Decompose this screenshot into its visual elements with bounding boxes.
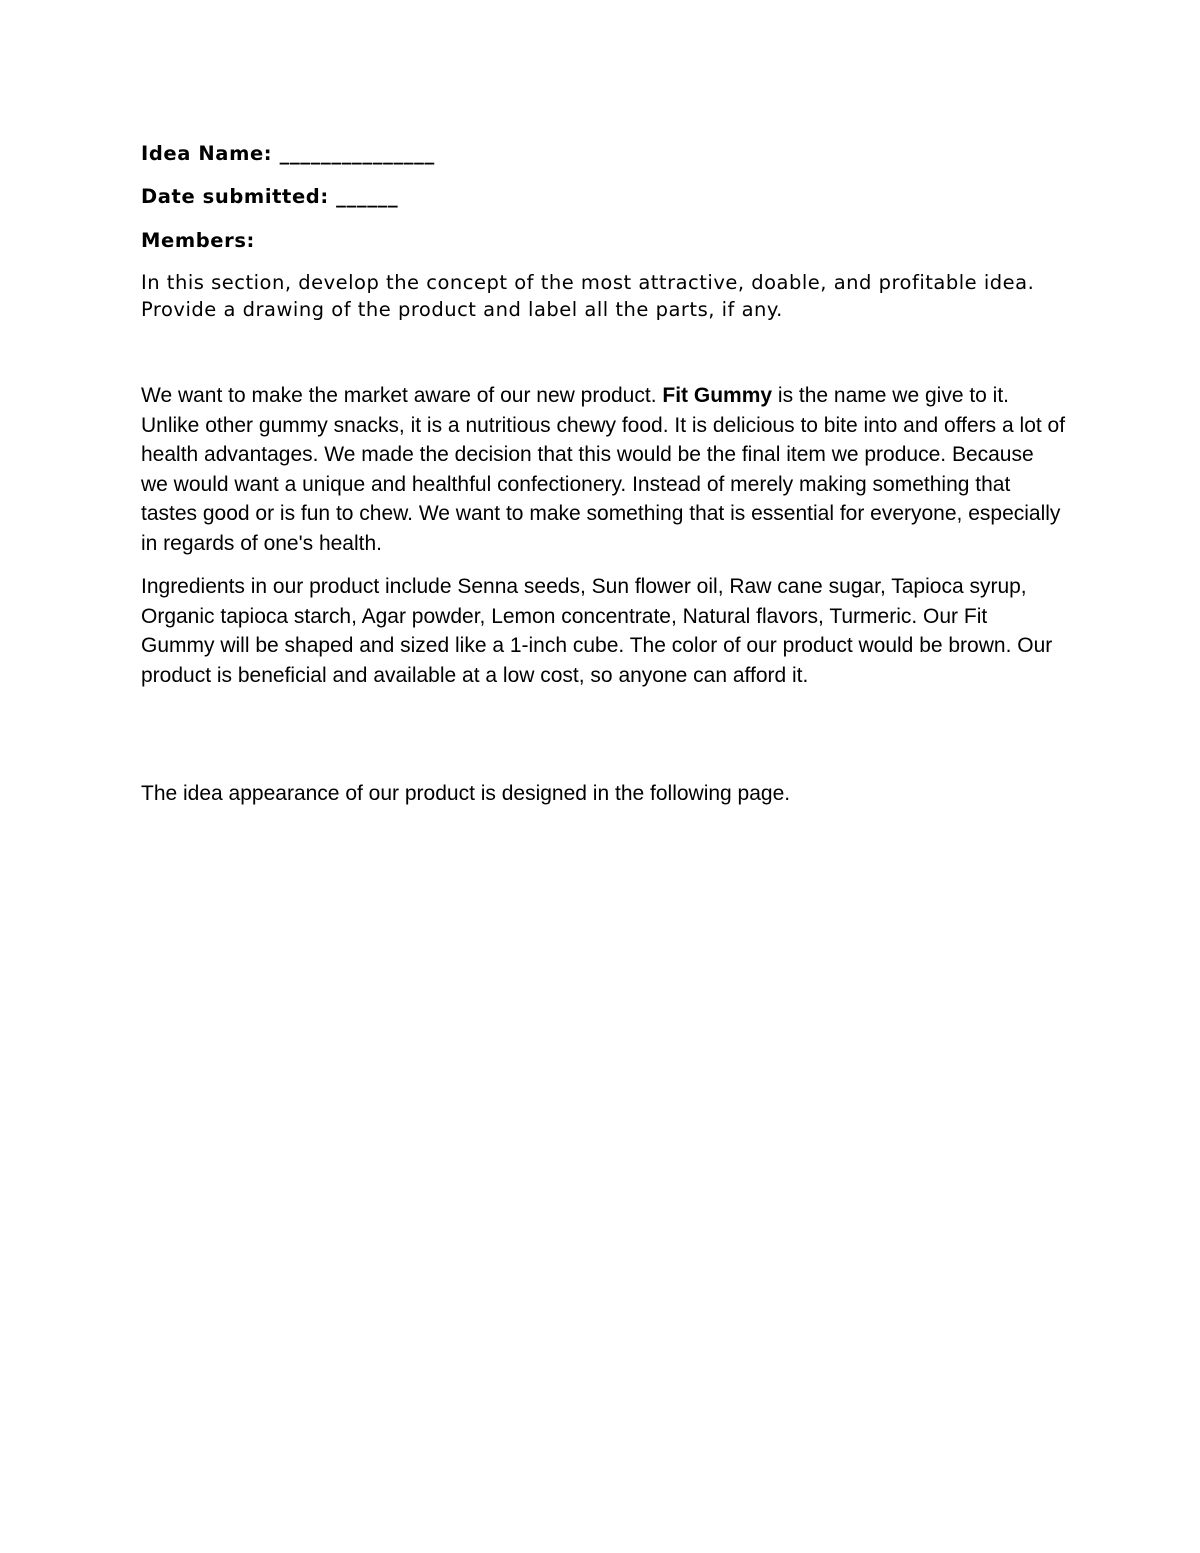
idea-name-field — [141, 144, 435, 164]
product-name: Fit Gummy — [662, 384, 773, 407]
closing-paragraph: The idea appearance of our product is designed in the following page. — [141, 782, 791, 805]
paragraph-lead-text: We want to make the market aware of our new product. — [141, 384, 663, 407]
idea-name-blank: _______________ — [279, 142, 435, 165]
ingredients-paragraph: Ingredients in our product include Senna seeds, Sun flower oil, Raw cane sugar, Tapioca syrup, Organic tapioca starch, Agar powder, Lemon concentrate, Natural flavors, Turmeric. Our Fit Gummy will be shaped and sized like a 1-inch cube. The color of our product would be brown. Our product is beneficial and available at a low cost, so anyone can afford it. — [141, 575, 1053, 687]
instructions-text: In this section, develop the concept of the most attractive, doable, and profitable idea. Provide a drawing of the product and label all the parts, if any. — [141, 271, 1035, 321]
members-label: Members: — [141, 229, 255, 252]
product-description-paragraph — [141, 381, 1066, 558]
paragraph-rest-text: is the name we give to it. Unlike other gummy snacks, it is a nutritious chewy food. It is delicious to bite into and offers a lot of health advantages. We made the decision that this would be the final item we produce. Because we would want a unique and healthful confectionery. Instead of merely making something that tastes good or is fun to chew. We want to make something that is essential for everyone, especially in regards of one's health. — [141, 384, 1066, 555]
date-submitted-field — [141, 187, 398, 207]
date-submitted-label: Date submitted: — [141, 185, 337, 208]
date-submitted-blank: ______ — [336, 185, 399, 208]
idea-name-label: Idea Name: — [141, 142, 280, 165]
